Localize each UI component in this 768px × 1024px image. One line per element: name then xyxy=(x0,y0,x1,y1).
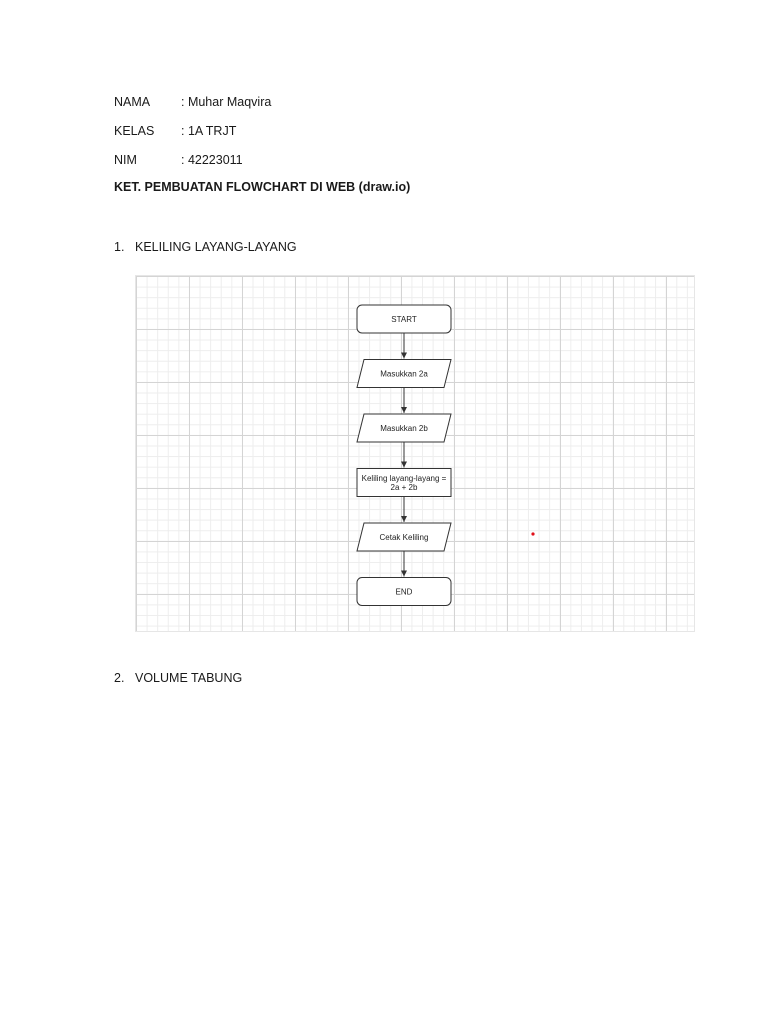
list-item-title: KELILING LAYANG-LAYANG xyxy=(135,240,297,254)
class-value: : 1A TRJT xyxy=(181,124,237,138)
list-item-number: 1. xyxy=(114,240,125,254)
flow-node-label: Masukkan 2a xyxy=(380,369,428,379)
flow-node-label: Keliling layang-layang = xyxy=(361,474,447,483)
flowchart-image xyxy=(135,275,695,632)
class-label: KELAS xyxy=(114,124,155,138)
name-value: : Muhar Maqvira xyxy=(181,95,272,109)
nim-value: : 42223011 xyxy=(181,153,243,167)
flow-node-label: Masukkan 2b xyxy=(380,424,428,433)
red-dot-marker xyxy=(531,532,534,535)
nim-label: NIM xyxy=(114,153,137,167)
list-item-title: VOLUME TABUNG xyxy=(135,671,243,685)
flow-node-label: Cetak Keliling xyxy=(379,533,429,542)
list-item-number: 2. xyxy=(114,671,125,685)
document-heading: KET. PEMBUATAN FLOWCHART DI WEB (draw.io) xyxy=(114,180,411,194)
flowchart-diagram xyxy=(136,276,696,633)
flow-node-label: START xyxy=(391,315,417,324)
name-label: NAMA xyxy=(114,95,151,109)
flow-node-label: END xyxy=(395,587,413,597)
flow-node-label: 2a + 2b xyxy=(390,483,418,492)
